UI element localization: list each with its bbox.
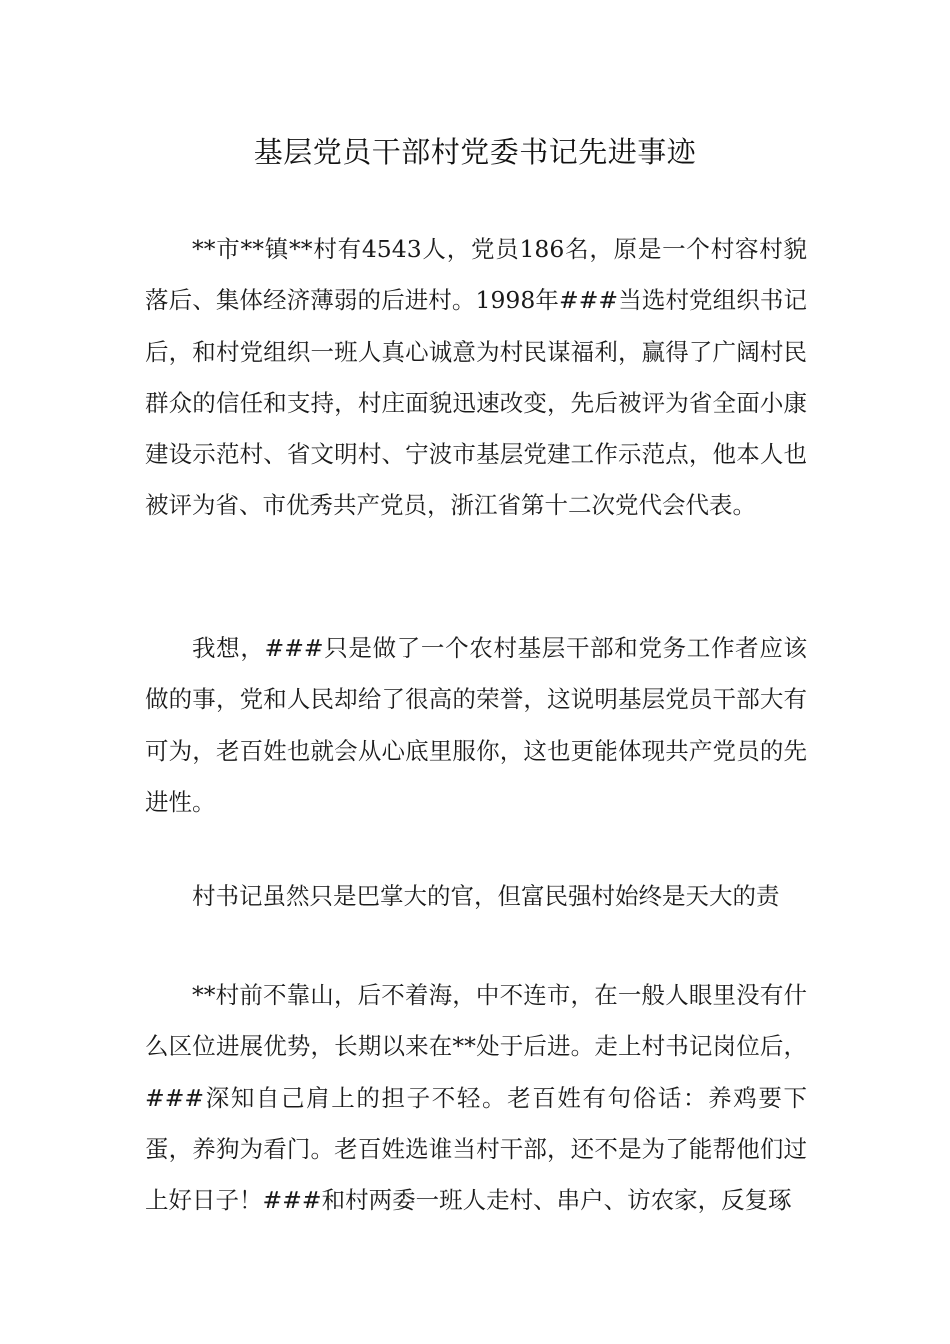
document-title: 基层党员干部村党委书记先进事迹: [253, 135, 697, 169]
paragraph-village-story: **村前不靠山，后不着海，中不连市，在一般人眼里没有什么区位进展优势，长期以来在**处于后进。走上村书记岗位后，###深知自己肩上的担子不轻。老百姓有句俗话：养鸡要下蛋，养狗为看门。老百姓选谁当村干部，还不是为了能帮他们过上好日子！###和村两委一班人走村、串户、访农家，反复琢: [145, 981, 807, 1215]
paragraph-intro: **市**镇**村有4543人，党员186名，原是一个村容村貌落后、集体经济薄弱的后进村。1998年###当选村党组织书记后，和村党组织一班人真心诚意为村民谋福利，赢得了广阔村民群众的信任和支持，村庄面貌迅速改变，先后被评为省全面小康建设示范村、省文明村、宁波市基层党建工作示范点，他本人也被评为省、市优秀共产党员，浙江省第十二次党代会代表。: [145, 235, 807, 520]
paragraph-heading-line: 村书记虽然只是巴掌大的官，但富民强村始终是天大的责: [192, 882, 780, 910]
paragraph-reflection: 我想，###只是做了一个农村基层干部和党务工作者应该做的事，党和人民却给了很高的荣誉，这说明基层党员干部大有可为，老百姓也就会从心底里服你，这也更能体现共产党员的先进性。: [145, 634, 807, 816]
